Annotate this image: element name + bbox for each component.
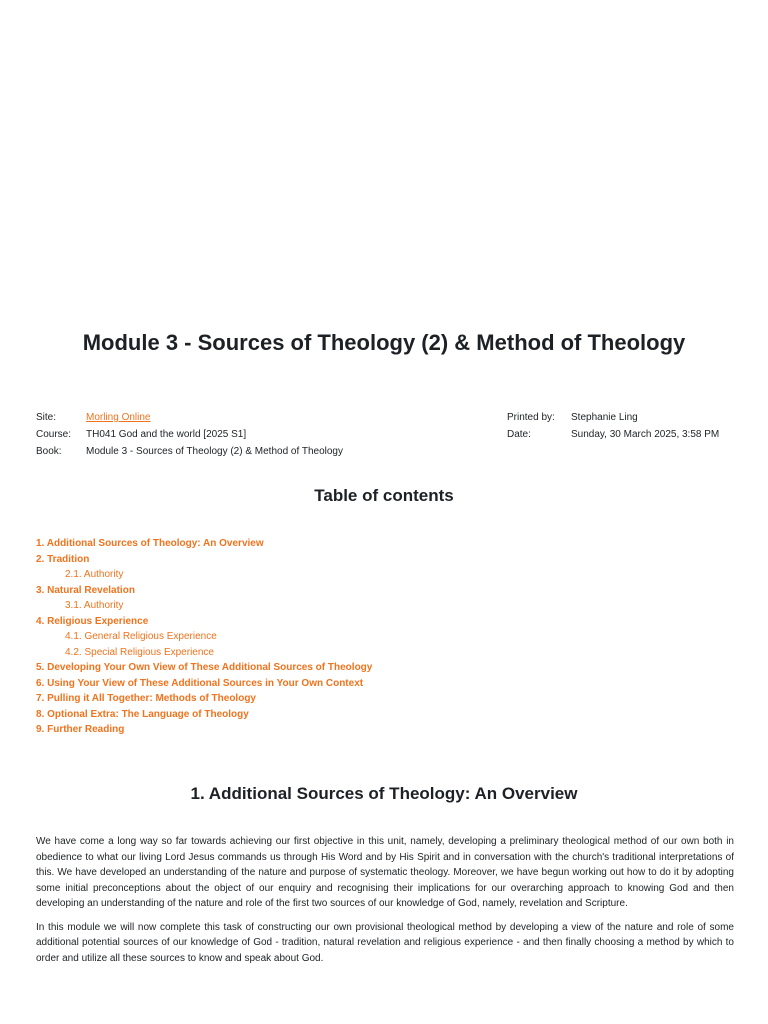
toc-item[interactable]: 3. Natural Revelation xyxy=(36,584,135,596)
course-label: Course: xyxy=(36,429,72,440)
date-value: Sunday, 30 March 2025, 3:58 PM xyxy=(571,429,720,440)
course-value: TH041 God and the world [2025 S1] xyxy=(86,429,247,440)
toc-item[interactable]: 3.1. Authority xyxy=(65,600,124,611)
toc-item[interactable]: 4.1. General Religious Experience xyxy=(65,631,217,642)
printed-by-value: Stephanie Ling xyxy=(571,412,638,423)
section-body xyxy=(36,834,734,974)
site-label: Site: xyxy=(36,412,57,423)
table-of-contents xyxy=(36,536,372,738)
section-paragraph: We have come a long way so far towards achieving our first objective in this unit, namely, developing a preliminary theological method of our own both in obedience to what our living Lord Jesus commands us through His Word and by His Spirit and in conversation with the church's traditional interpretations of this. We have developed an understanding of the nature and purpose of systematic theology. Moreover, we have begun working out how to do it by adopting some initial preconceptions about the object of our enquiry and recognising their implications for our overarching approach to knowing God and then developing an understanding of the nature and role of the first two sources of our knowledge of God, namely, revelation and Scripture. xyxy=(36,836,734,909)
toc-item[interactable]: 2.1. Authority xyxy=(65,569,124,580)
toc-item[interactable]: 8. Optional Extra: The Language of Theology xyxy=(36,708,249,720)
meta-row-printed-by xyxy=(507,409,719,426)
section-paragraph: In this module we will now complete this task of constructing our own provisional theological method by developing a view of the nature and role of some additional potential sources of our knowledge of God - tradition, natural revelation and religious experience - and then finally choosing a method by which to order and utilize all these sources to know and speak about God. xyxy=(36,921,734,964)
book-value: Module 3 - Sources of Theology (2) & Method of Theology xyxy=(86,446,343,457)
toc-item[interactable]: 9. Further Reading xyxy=(36,724,125,735)
toc-item[interactable]: 7. Pulling it All Together: Methods of Theology xyxy=(36,693,256,704)
meta-row-course xyxy=(36,426,343,443)
toc-item[interactable]: 1. Additional Sources of Theology: An Overview xyxy=(36,538,264,549)
section-title: 1. Additional Sources of Theology: An Overview xyxy=(190,784,578,803)
meta-row-site xyxy=(36,409,343,426)
toc-item[interactable]: 2. Tradition xyxy=(36,553,90,565)
toc-item[interactable]: 5. Developing Your Own View of These Additional Sources of Theology xyxy=(36,662,373,673)
toc-title: Table of contents xyxy=(314,486,454,505)
meta-row-date xyxy=(507,426,719,443)
meta-row-book xyxy=(36,443,343,460)
date-label: Date: xyxy=(507,429,531,440)
book-meta-left xyxy=(36,409,343,460)
book-label: Book: xyxy=(36,446,62,457)
toc-item[interactable]: 6. Using Your View of These Additional Sources in Your Own Context xyxy=(36,677,364,689)
toc-item[interactable]: 4.2. Special Religious Experience xyxy=(65,646,214,658)
book-meta-right xyxy=(507,409,719,443)
site-link[interactable]: Morling Online xyxy=(86,412,151,423)
toc-item[interactable]: 4. Religious Experience xyxy=(36,615,149,627)
printed-by-label: Printed by: xyxy=(507,412,555,423)
page-title: Module 3 - Sources of Theology (2) & Method of Theology xyxy=(82,330,686,355)
